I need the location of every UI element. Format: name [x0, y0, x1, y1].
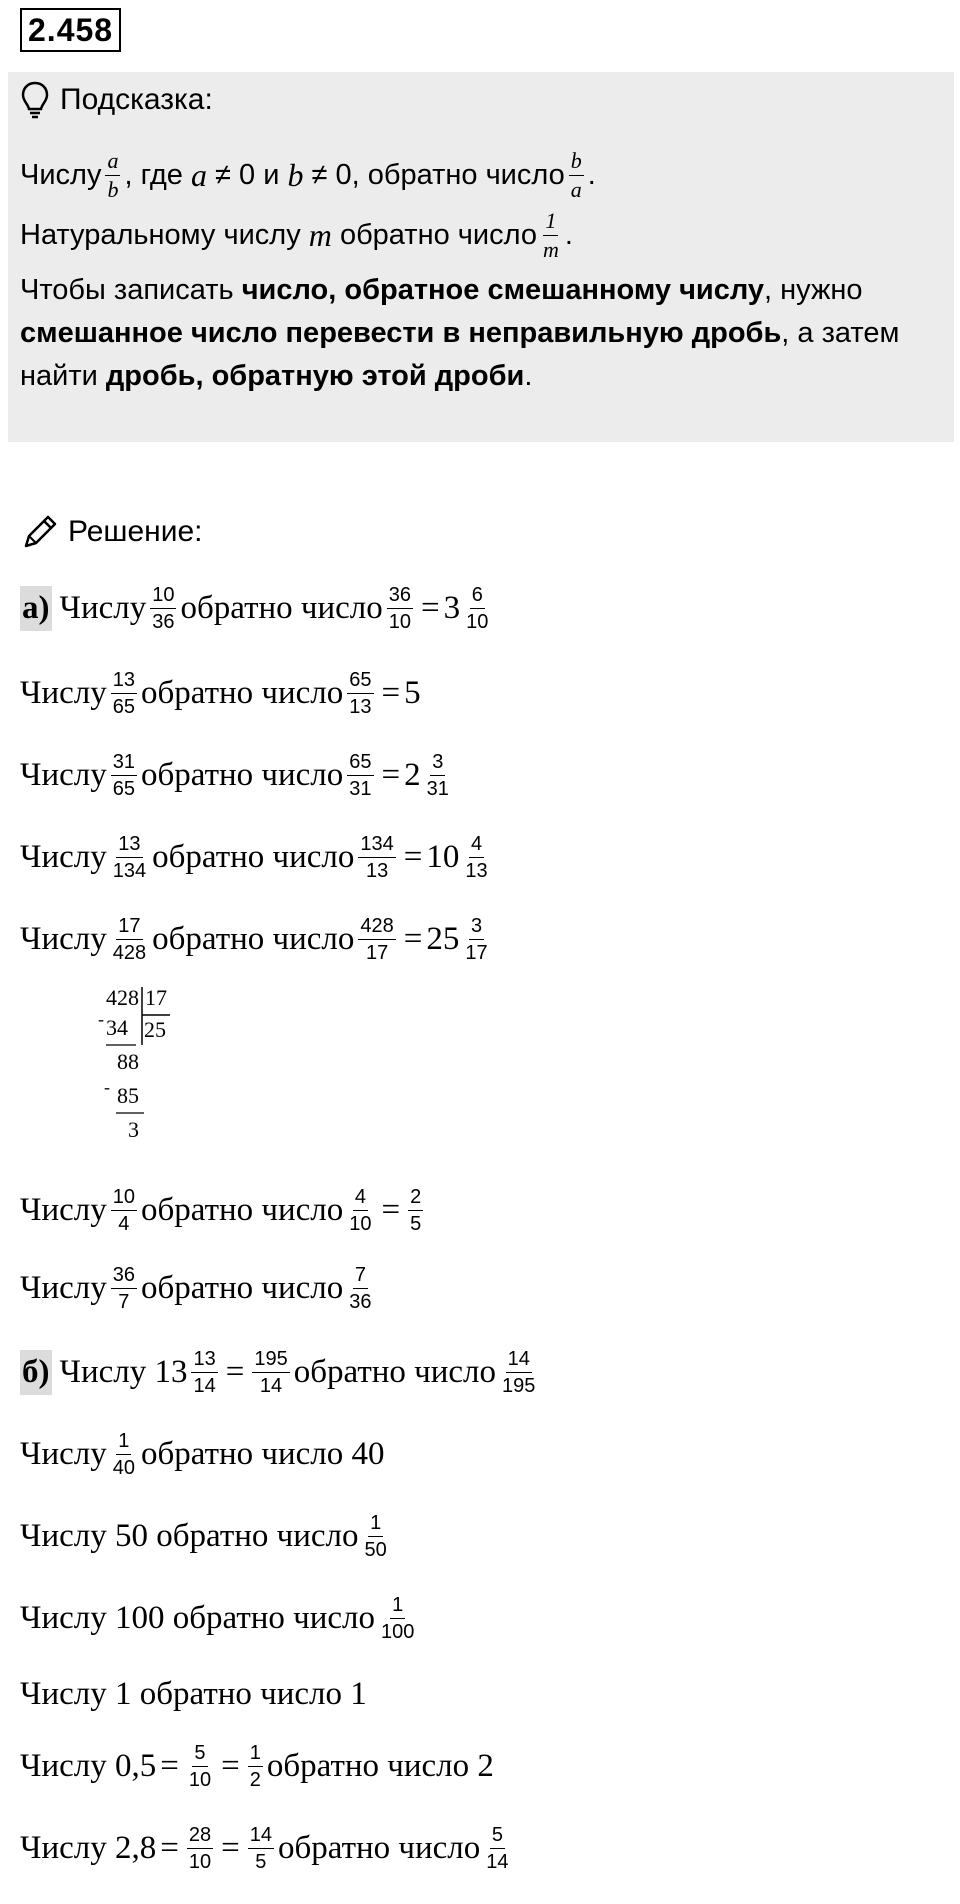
- numerator: 13: [111, 670, 137, 694]
- numerator: 195: [252, 1349, 289, 1373]
- denominator: 100: [381, 1620, 415, 1643]
- hint-line-5: [20, 354, 532, 398]
- numerator: 13: [191, 1349, 217, 1373]
- hint-text: .: [524, 359, 533, 392]
- hint-bold-text: смешанное число перевести в неправильную дробь: [20, 316, 782, 349]
- variable-m: m: [308, 216, 332, 253]
- fraction: [111, 834, 148, 881]
- denominator: 36: [349, 1290, 372, 1313]
- fraction: [150, 585, 176, 632]
- denominator: 10: [466, 610, 489, 633]
- hint-text: Числу: [20, 158, 102, 191]
- hint-text: .: [564, 218, 573, 251]
- number: 1: [114, 1675, 132, 1712]
- fraction: [111, 670, 137, 717]
- denominator: 5: [255, 1850, 267, 1873]
- divisor: 17: [145, 985, 167, 1010]
- hint-line-3: [20, 268, 863, 312]
- text: Числу: [20, 1747, 107, 1784]
- equals: =: [160, 1829, 179, 1866]
- denominator: 36: [152, 610, 175, 633]
- equals: =: [421, 589, 440, 626]
- fraction: [347, 1187, 373, 1234]
- numerator: 31: [111, 752, 137, 776]
- numerator: 1: [368, 1513, 383, 1537]
- denominator: a: [570, 176, 582, 202]
- numerator: 6: [470, 585, 485, 609]
- numerator: 4: [353, 1187, 368, 1211]
- hint-text: ≠ 0 и: [215, 158, 280, 191]
- fraction: [379, 1595, 416, 1642]
- numerator: 2: [408, 1187, 423, 1211]
- denominator: 195: [502, 1374, 536, 1397]
- text: Числу: [20, 756, 107, 793]
- hint-text: Натуральному числу: [20, 218, 301, 251]
- numerator: 36: [387, 585, 413, 609]
- equals: =: [403, 838, 423, 875]
- text: Числу: [20, 838, 107, 875]
- variable-b: b: [287, 156, 304, 193]
- whole-part: 13: [154, 1353, 188, 1390]
- denominator: 134: [112, 859, 147, 882]
- part-label-b: б): [20, 1350, 52, 1395]
- denominator: 31: [349, 777, 372, 800]
- fraction: [252, 1349, 289, 1396]
- denominator: 13: [465, 859, 488, 882]
- equals: =: [381, 756, 401, 793]
- text: Числу: [20, 1829, 107, 1866]
- solution-title: Решение:: [68, 515, 203, 548]
- denominator: 10: [349, 1212, 372, 1235]
- numerator: 17: [116, 916, 142, 940]
- hint-bold-text: число, обратное смешанному числу: [241, 273, 765, 306]
- numerator: 1: [248, 1743, 263, 1767]
- hint-text: , нужно: [764, 273, 863, 306]
- fraction: [111, 752, 137, 799]
- text: обратно число: [266, 1747, 470, 1784]
- equals: =: [381, 674, 401, 711]
- denominator: 10: [188, 1850, 212, 1873]
- numerator: 5: [192, 1743, 207, 1767]
- hint-header: [20, 78, 213, 122]
- quotient: 25: [144, 1017, 166, 1042]
- remainder: 3: [128, 1117, 139, 1142]
- text: Числу: [59, 589, 147, 626]
- hint-text: , где: [124, 158, 183, 191]
- numerator: 1: [116, 1431, 131, 1455]
- numerator: 5: [490, 1825, 505, 1849]
- hint-line-4: [20, 311, 899, 355]
- text: обратно число: [156, 1517, 359, 1554]
- numerator: 1: [390, 1595, 405, 1619]
- numerator: 4: [469, 834, 484, 858]
- text: обратно число: [293, 1353, 497, 1390]
- subtrahend: 34: [106, 1015, 128, 1040]
- dividend: 428: [106, 985, 139, 1010]
- denominator: 13: [365, 859, 389, 882]
- equals: =: [381, 1191, 401, 1228]
- text: обратно число: [180, 589, 383, 626]
- solution-line-a4: [20, 827, 494, 887]
- whole-part: 3: [443, 589, 461, 626]
- hint-text: найти: [20, 359, 106, 392]
- numerator: 65: [347, 670, 373, 694]
- fraction: [425, 752, 451, 799]
- hint-line-1: [20, 145, 596, 205]
- fraction: [387, 585, 413, 632]
- solution-line-b3: [20, 1506, 393, 1566]
- denominator: b: [107, 176, 119, 202]
- problem-number: 2.458: [20, 8, 121, 52]
- denominator: 50: [364, 1538, 387, 1561]
- fraction: [111, 1265, 137, 1312]
- fraction: [347, 1265, 373, 1312]
- text: обратно число: [152, 838, 355, 875]
- fraction: [541, 207, 561, 262]
- remainder: 88: [117, 1049, 139, 1074]
- text: Числу: [20, 1191, 107, 1228]
- variable-a: a: [190, 156, 207, 193]
- fraction: [105, 147, 120, 202]
- fraction: [187, 1743, 213, 1790]
- hint-text: , а затем: [781, 316, 900, 349]
- fraction: [408, 1187, 423, 1234]
- solution-line-a5: [20, 909, 494, 969]
- whole-part: 2: [404, 756, 421, 793]
- result: 5: [404, 674, 421, 711]
- numerator: 10: [111, 1187, 137, 1211]
- fraction: [358, 834, 395, 881]
- numerator: 65: [347, 752, 373, 776]
- fraction: [463, 916, 489, 963]
- denominator: 14: [486, 1850, 509, 1873]
- text: обратно число: [152, 920, 355, 957]
- solution-line-a2: [20, 663, 421, 723]
- text: Числу: [20, 1435, 107, 1472]
- numerator: 28: [187, 1825, 213, 1849]
- fraction: [111, 1431, 137, 1478]
- whole-part: 25: [426, 920, 460, 957]
- hint-line-2: [20, 205, 573, 265]
- numerator: 10: [150, 585, 176, 609]
- pencil-icon: [20, 512, 60, 552]
- fraction: [347, 670, 373, 717]
- denominator: 65: [112, 695, 135, 718]
- solution-line-b2: [20, 1424, 385, 1484]
- text: обратно число: [139, 1675, 343, 1712]
- numerator: b: [569, 150, 584, 176]
- solution-line-a1: [20, 578, 494, 638]
- text: Числу: [20, 1675, 107, 1712]
- text: обратно число: [140, 1191, 344, 1228]
- division-lines: [100, 985, 180, 1155]
- denominator: 17: [365, 941, 389, 964]
- numerator: 134: [358, 834, 395, 858]
- text: обратно число: [140, 1269, 344, 1306]
- equals: =: [403, 920, 423, 957]
- text: Числу: [20, 674, 107, 711]
- solution-line-a6: [20, 1180, 427, 1240]
- fraction: [463, 834, 489, 881]
- fraction: [191, 1349, 217, 1396]
- solution-line-a7: [20, 1258, 378, 1318]
- long-division: [100, 985, 180, 1155]
- fraction: [111, 1187, 137, 1234]
- numerator: 7: [353, 1265, 368, 1289]
- lightbulb-icon: [20, 80, 50, 120]
- denominator: 17: [465, 941, 488, 964]
- numerator: 428: [358, 916, 395, 940]
- hint-text: Чтобы записать: [20, 273, 242, 306]
- number: 2,8: [114, 1829, 157, 1866]
- fraction: [484, 1825, 510, 1872]
- denominator: 65: [112, 777, 135, 800]
- text: Числу: [20, 1517, 107, 1554]
- text: Числу: [20, 1269, 107, 1306]
- denominator: m: [542, 236, 559, 262]
- result: 40: [351, 1435, 385, 1472]
- equals: =: [160, 1747, 179, 1784]
- denominator: 31: [426, 777, 449, 800]
- fraction: [464, 585, 490, 632]
- fraction: [500, 1349, 537, 1396]
- numerator: 1: [543, 210, 558, 236]
- denominator: 10: [388, 610, 412, 633]
- fraction: [111, 916, 148, 963]
- fraction: [363, 1513, 389, 1560]
- numerator: 3: [469, 916, 484, 940]
- denominator: 428: [112, 941, 147, 964]
- numerator: 14: [506, 1349, 532, 1373]
- fraction: [347, 752, 373, 799]
- number: 50: [114, 1517, 148, 1554]
- numerator: 14: [248, 1825, 274, 1849]
- equals: =: [221, 1829, 240, 1866]
- solution-line-b7: [20, 1818, 515, 1878]
- text: обратно число: [140, 1435, 344, 1472]
- fraction: [187, 1825, 213, 1872]
- hint-text: обратно число: [339, 218, 537, 251]
- fraction: [248, 1743, 263, 1790]
- minus-sign: -: [104, 1077, 110, 1097]
- text: обратно число: [172, 1599, 376, 1636]
- part-label-a: а): [20, 586, 52, 631]
- denominator: 10: [188, 1768, 212, 1791]
- text: обратно число: [140, 674, 344, 711]
- solution-line-b1: [20, 1342, 541, 1402]
- denominator: 14: [259, 1374, 283, 1397]
- denominator: 5: [410, 1212, 422, 1235]
- text: обратно число: [277, 1829, 481, 1866]
- hint-title: Подсказка:: [60, 83, 213, 116]
- equals: =: [225, 1353, 245, 1390]
- solution-line-b6: [20, 1736, 494, 1796]
- minus-sign: -: [98, 1009, 104, 1029]
- solution-header: [20, 510, 202, 554]
- denominator: 7: [118, 1290, 130, 1313]
- denominator: 40: [112, 1456, 135, 1479]
- hint-bold-text: дробь, обратную этой дроби: [105, 359, 525, 392]
- solution-line-b5: [20, 1664, 367, 1724]
- numerator: a: [105, 150, 120, 176]
- fraction: [358, 916, 395, 963]
- numerator: 36: [111, 1265, 137, 1289]
- denominator: 14: [193, 1374, 216, 1397]
- denominator: 13: [349, 695, 372, 718]
- text: обратно число: [140, 756, 344, 793]
- text: Числу: [20, 920, 107, 957]
- result: 2: [477, 1747, 494, 1784]
- numerator: 13: [116, 834, 142, 858]
- whole-part: 10: [426, 838, 460, 875]
- number: 0,5: [114, 1747, 157, 1784]
- fraction: [248, 1825, 274, 1872]
- denominator: 2: [249, 1768, 261, 1791]
- hint-text: .: [587, 158, 596, 191]
- subtrahend: 85: [117, 1083, 139, 1108]
- solution-line-a3: [20, 745, 455, 805]
- number: 100: [114, 1599, 165, 1636]
- fraction: [569, 147, 584, 202]
- hint-text: ≠ 0, обратно число: [311, 158, 565, 191]
- text: Числу: [59, 1353, 147, 1390]
- equals: =: [221, 1747, 240, 1784]
- solution-line-b4: [20, 1588, 420, 1648]
- numerator: 3: [430, 752, 445, 776]
- text: Числу: [20, 1599, 107, 1636]
- denominator: 4: [118, 1212, 130, 1235]
- result: 1: [350, 1675, 367, 1712]
